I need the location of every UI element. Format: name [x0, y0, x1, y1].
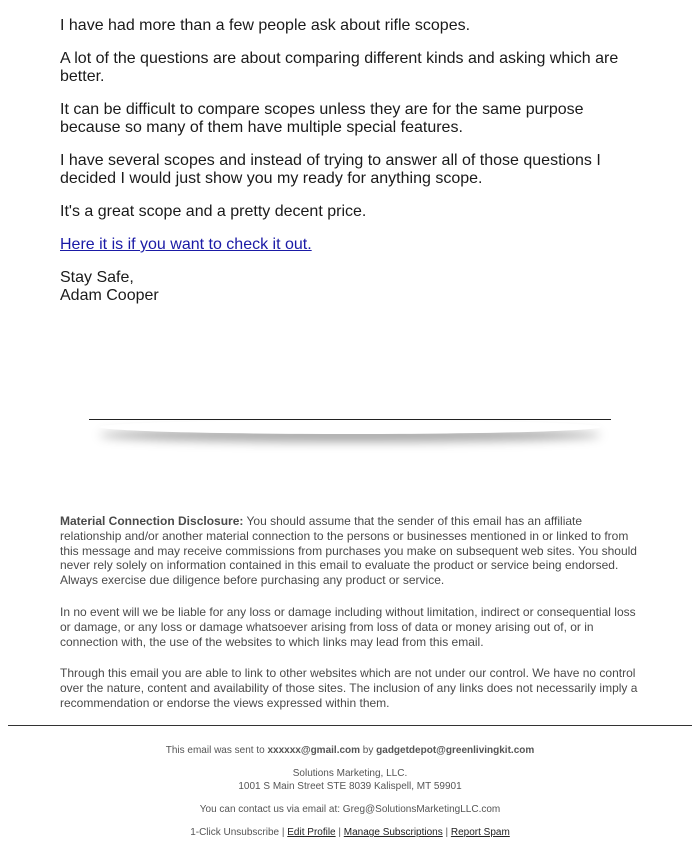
- disclosure-heading: Material Connection Disclosure:: [60, 514, 244, 528]
- email-message-body: [60, 17, 640, 305]
- separator: |: [335, 827, 344, 838]
- disclosure-paragraph: [60, 514, 645, 588]
- signoff-line: Stay Safe,: [60, 269, 134, 286]
- sender-email: gadgetdepot@greenlivingkit.com: [376, 745, 535, 756]
- edit-profile-link[interactable]: Edit Profile: [287, 827, 336, 838]
- message-paragraph: A lot of the questions are about comparing different kinds and asking which are better.: [60, 50, 619, 85]
- disclosure-text: You should assume that the sender of this email has an affiliate relationship and/or another material connection to the persons or businesses mentioned in or linked to from this message and may receive commissions from purchases you make on subsequent web sites. You should never rely solely on information contained in this email to evaluate the product or service being endorsed. Always exercise due diligence before purchasing any product or service.: [60, 514, 637, 588]
- footer-links: [0, 826, 700, 839]
- message-paragraph: I have had more than a few people ask about rifle scopes.: [60, 17, 471, 34]
- signature-name: Adam Cooper: [60, 287, 159, 304]
- company-name: Solutions Marketing, LLC.: [292, 768, 408, 779]
- external-links-paragraph: Through this email you are able to link to other websites which are not under our control. We have no control over the nature, content and availability of those sites. The inclusion of any links does not necessarily imply a recommendation or endorse the views expressed within them.: [60, 666, 638, 710]
- message-paragraph: It can be difficult to compare scopes unless they are for the same purpose because so many of them have multiple special features.: [60, 101, 584, 136]
- message-paragraph: It's a great scope and a pretty decent price.: [60, 203, 367, 220]
- manage-subscriptions-link[interactable]: Manage Subscriptions: [343, 827, 443, 838]
- recipient-email: xxxxxx@gmail.com: [267, 745, 361, 756]
- shadow-divider: [89, 419, 611, 420]
- separator: |: [442, 827, 451, 838]
- signoff-block: [60, 269, 640, 305]
- sent-prefix: This email was sent to: [165, 745, 268, 756]
- footer-divider: [8, 725, 692, 726]
- liability-paragraph: In no event will we be liable for any loss or damage including without limitation, indirect or consequential loss or damage, or any loss or damage whatsoever arising from loss of data or money arising out of, or in connection with, the use of the websites to which links may lead from this email.: [60, 604, 636, 649]
- report-spam-link[interactable]: Report Spam: [450, 827, 510, 838]
- product-link-paragraph: [60, 236, 640, 254]
- company-address: 1001 S Main Street STE 8039 Kalispell, MT 59901: [238, 781, 462, 792]
- sent-to-line: [0, 744, 700, 757]
- unsubscribe-text[interactable]: 1-Click Unsubscribe: [190, 827, 280, 838]
- email-footer: [0, 744, 700, 839]
- product-link[interactable]: Here it is if you want to check it out.: [60, 236, 312, 253]
- separator: |: [279, 827, 288, 838]
- contact-line: You can contact us via email at: Greg@SolutionsMarketingLLC.com: [199, 804, 501, 815]
- disclosure-section: [60, 514, 645, 728]
- sent-by-text: by: [360, 745, 377, 756]
- message-paragraph: I have several scopes and instead of trying to answer all of those questions I decided I would just show you my ready for anything scope.: [60, 152, 601, 187]
